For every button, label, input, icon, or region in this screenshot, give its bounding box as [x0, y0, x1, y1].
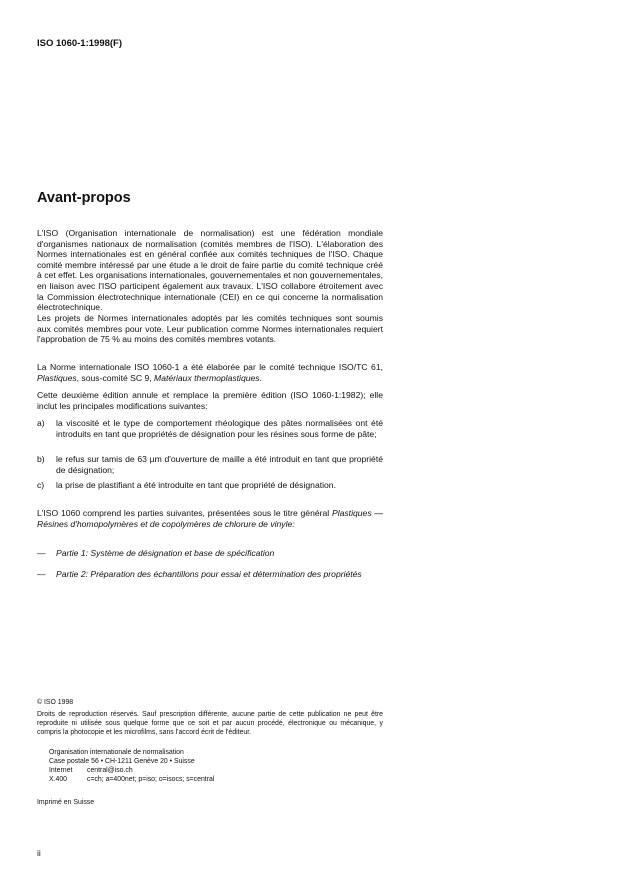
text: Plastiques [37, 372, 77, 383]
section-title: Avant-propos [37, 190, 131, 206]
paragraph: L'ISO (Organisation internationale de normalisation) est une fédération mondiale d'organismes nationaux de normalisation (comités membres de l'ISO). L'élaboration des Normes internationales est en général confiée aux comités techniques de l'ISO. Chaque comité membre intéressé par une étude a le droit de faire partie du comité technique créé à cet effet. Les organisations internationales, gouvernementales et non gouvernementales, en liaison avec l'ISO participent également aux travaux. L'ISO collabore étroitement avec la Commission électrotechnique internationale (CEI) en ce qui concerne la normalisation électrotechnique. [37, 228, 383, 313]
address-block [37, 749, 395, 785]
text: Matériaux thermoplastiques. [154, 372, 262, 383]
text: L'ISO 1060 comprend les parties suivantes, présentées sous le titre général [37, 508, 332, 518]
paragraph: Cette deuxième édition annule et remplace la première édition (ISO 1060-1:1982); elle inclut les principales modifications suivantes: [37, 390, 383, 411]
paragraph [37, 508, 383, 529]
x400-label: X.400 [49, 775, 68, 783]
list-text: la prise de plastifiant a été introduite en tant que propriété de désignation. [56, 480, 336, 490]
page-number: ii [37, 848, 41, 858]
text: La Norme internationale ISO 1060-1 a été élaborée par le comité technique ISO/TC 61, [37, 362, 383, 372]
list-label: a) [37, 418, 45, 428]
list-item [37, 480, 383, 491]
paragraph [37, 362, 383, 383]
paragraph: Les projets de Normes internationales adoptés par les comités techniques sont soumis aux comités membres pour vote. Leur publication comme Normes internationales requiert l'approbation de 75 % au moins des comités membres votants. [37, 313, 383, 345]
document-header: ISO 1060-1:1998(F) [37, 38, 123, 49]
text: Plastiques — Résines d'homopolymères et de copolymères de chlorure de vinyle: [37, 508, 383, 529]
text: , sous-comité SC 9, [76, 372, 155, 383]
internet-row [49, 767, 395, 776]
internet-address: central@iso.ch [87, 766, 133, 774]
dash: — [37, 569, 46, 579]
part-item [37, 569, 383, 580]
list-label: b) [37, 454, 45, 464]
org-name: Organisation internationale de normalisation [49, 749, 184, 756]
copyright: © ISO 1998 [37, 699, 74, 706]
list-item [37, 454, 383, 475]
list-item [37, 418, 383, 439]
internet-label: Internet [49, 766, 73, 774]
part-text: Partie 1: Système de désignation et base de spécification [56, 548, 275, 558]
x400-row [49, 776, 395, 785]
dash: — [37, 548, 46, 558]
part-text: Partie 2: Préparation des échantillons pour essai et détermination des propriétés [56, 569, 362, 579]
printed-in: Imprimé en Suisse [37, 799, 95, 806]
list-text: le refus sur tamis de 63 µm d'ouverture de maille a été introduit en tant que propriété de désignation; [56, 454, 383, 475]
x400-address: c=ch; a=400net; p=iso; o=isocs; s=central [87, 775, 215, 783]
list-text: la viscosité et le type de comportement rhéologique des pâtes normalisées ont été introduits en tant que propriétés de désignation pour les résines sous forme de pâte; [56, 418, 383, 439]
list-label: c) [37, 480, 45, 490]
rights-notice: Droits de reproduction réservés. Sauf prescription différente, aucune partie de cette publication ne peut être reproduite ni utilisée sous quelque forme que ce soit et par aucun procédé, électronique ou mécanique, y compris la photocopie et les microfilms, sans l'accord écrit de l'éditeur. [37, 711, 383, 736]
part-item [37, 548, 383, 559]
postal-address: Case postale 56 • CH-1211 Genève 20 • Suisse [49, 757, 195, 765]
